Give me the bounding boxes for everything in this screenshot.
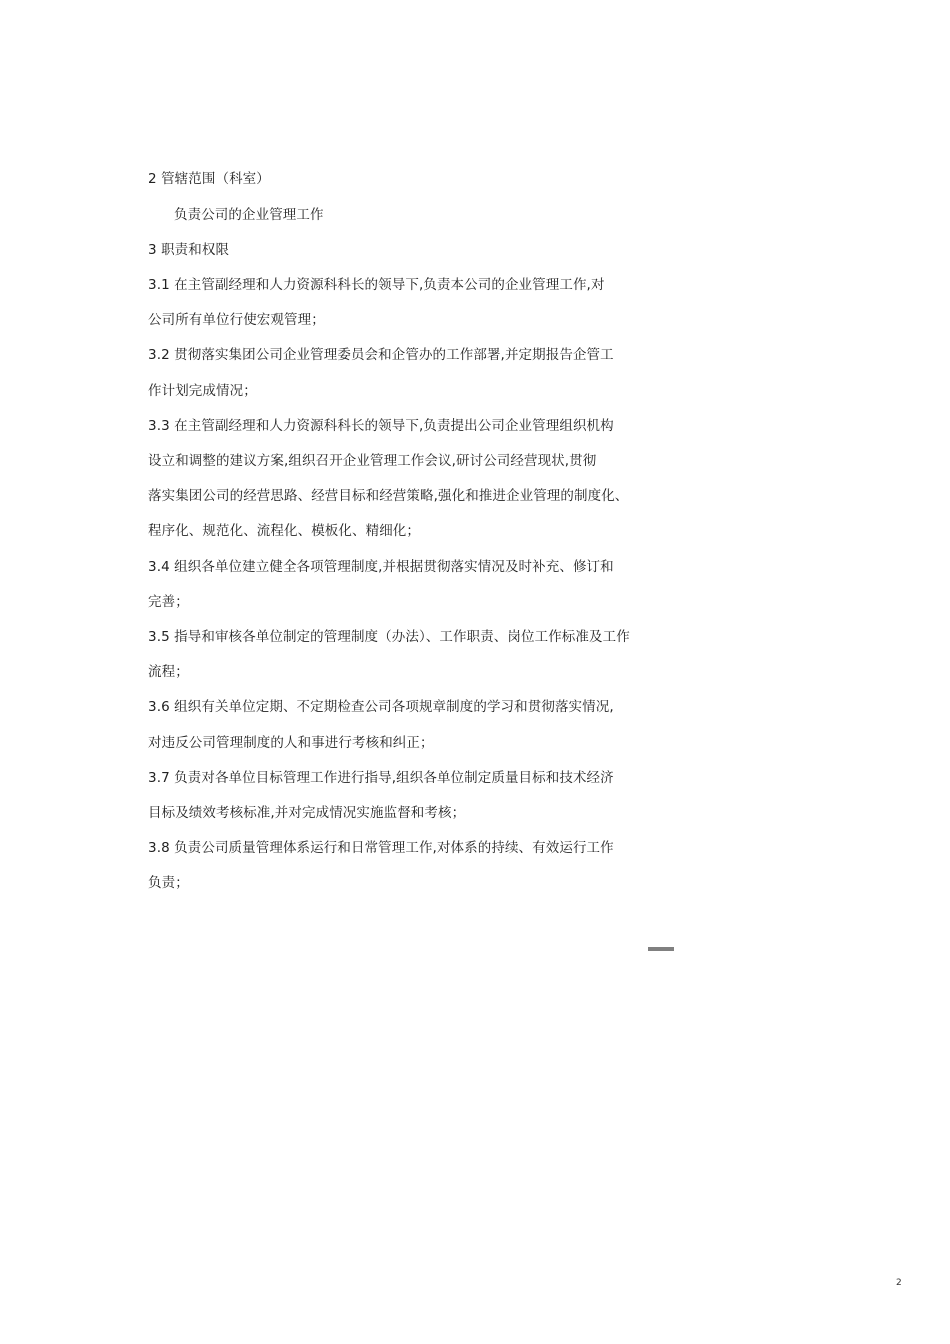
paragraph-line: 3.2 贯彻落实集团公司企业管理委员会和企管办的工作部署,并定期报告企管工 — [148, 347, 614, 363]
paragraph-line: 流程； — [148, 664, 189, 680]
paragraph-line: 对违反公司管理制度的人和事进行考核和纠正； — [148, 735, 434, 751]
paragraph-line: 3.4 组织各单位建立健全各项管理制度,并根据贯彻落实情况及时补充、修订和 — [148, 559, 614, 575]
paragraph-line: 完善； — [148, 594, 189, 610]
paragraph-line: 3.3 在主管副经理和人力资源科科长的领导下,负责提出公司企业管理组织机构 — [148, 418, 614, 434]
section-heading-scope: 2 管辖范围（科室） — [148, 171, 270, 187]
paragraph-line: 目标及绩效考核标准,并对完成情况实施监督和考核； — [148, 805, 466, 821]
paragraph-line: 公司所有单位行使宏观管理； — [148, 312, 325, 328]
section-heading-duties: 3 职责和权限 — [148, 242, 230, 258]
paragraph-line: 负责； — [148, 875, 189, 891]
paragraph-line: 3.6 组织有关单位定期、不定期检查公司各项规章制度的学习和贯彻落实情况, — [148, 699, 614, 715]
paragraph-line: 3.1 在主管副经理和人力资源科科长的领导下,负责本公司的企业管理工作,对 — [148, 277, 605, 293]
paragraph-line: 作计划完成情况； — [148, 383, 257, 399]
paragraph-line: 设立和调整的建议方案,组织召开企业管理工作会议,研讨公司经营现状,贯彻 — [148, 453, 597, 469]
paragraph-line: 程序化、规范化、流程化、模板化、精细化； — [148, 523, 420, 539]
paragraph-line: 3.5 指导和审核各单位制定的管理制度（办法）、工作职责、岗位工作标准及工作 — [148, 629, 630, 645]
paragraph-line: 3.8 负责公司质量管理体系运行和日常管理工作,对体系的持续、有效运行工作 — [148, 840, 614, 856]
page-number: 2 — [896, 1278, 902, 1288]
paragraph-line: 3.7 负责对各单位目标管理工作进行指导,组织各单位制定质量目标和技术经济 — [148, 770, 614, 786]
paragraph-line: 落实集团公司的经营思路、经营目标和经营策略,强化和推进企业管理的制度化、 — [148, 488, 629, 504]
gray-dash-mark — [648, 947, 674, 951]
scope-text: 负责公司的企业管理工作 — [174, 207, 324, 223]
